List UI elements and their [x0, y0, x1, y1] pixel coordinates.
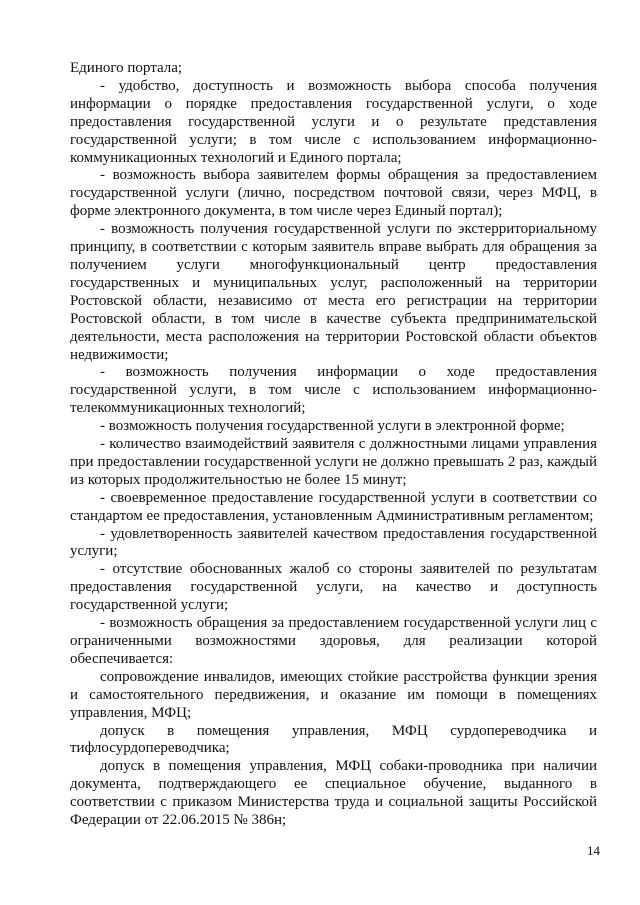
paragraph-sign-language: допуск в помещения управления, МФЦ сурдопереводчика и тифлосурдопереводчика; — [70, 722, 597, 757]
paragraph-interactions: - количество взаимодействий заявителя с должностными лицами управления при предоставлении государственной услуги не должно превышать 2 раз, каждый из которых продолжительностью не более 15 минут; — [70, 436, 597, 488]
paragraph-progress-info: - возможность получения информации о ходе предоставления государственной услуги, в том числе с использованием информационно-телекоммуникационных технологий; — [70, 364, 597, 417]
paragraph-electronic-form: - возможность получения государственной услуги в электронной форме; — [100, 418, 565, 435]
paragraph-extraterritorial: - возможность получения государственной услуги по экстерриториальному принципу, в соответствии с которым заявитель вправе выбрать для обращения за получением услуги многофункциональный центр предоставления государственных и муниципальных услуг, расположенный на территории Ростовской области, независимо от места его регистрации на территории Ростовской области, в том числе в качестве субъекта предпринимательской деятельности, места расположения на территории Ростовской области объектов недвижимости; — [70, 221, 597, 363]
paragraph-portal-end: Единого портала; — [70, 60, 183, 76]
paragraph-escort: сопровождение инвалидов, имеющих стойкие расстройства функции зрения и самостоятельного передвижения, и оказание им помощи в помещениях управления, МФЦ; — [70, 668, 597, 721]
paragraph-guide-dog: допуск в помещения управления, МФЦ собаки-проводника при наличии документа, подтверждающего ее специальное обучение, выданного в соответствии с приказом Министерства труда и социальной защиты Российской Федерации от 22.06.2015 № 386н; — [70, 758, 597, 829]
paragraph-timely-provision: - своевременное предоставление государственной услуги в соответствии со стандартом ее предоставления, установленным Административным регламентом; — [70, 489, 597, 524]
page-number: 14 — [587, 843, 600, 858]
paragraph-convenience: - удобство, доступность и возможность выбора способа получения информации о порядке предоставления государственной услуги, о ходе предоставления государственной услуги и о результате представления государственной услуги; в том числе с использованием информационно-коммуникационных технологий и Единого портала; — [70, 77, 597, 166]
document-body — [70, 60, 597, 830]
paragraph-no-complaints: - отсутствие обоснованных жалоб со стороны заявителей по результатам предоставления государственной услуги, на качество и доступность государственной услуги; — [70, 561, 597, 614]
paragraph-form-choice: - возможность выбора заявителем формы обращения за предоставлением государственной услуги (лично, посредством почтовой связи, через МФЦ, в форме электронного документа, в том числе через Единый портал); — [70, 167, 597, 220]
paragraph-disabled-access: - возможность обращения за предоставлением государственной услуги лиц с ограниченными возможностями здоровья, для реализации которой обеспечивается: — [70, 615, 597, 667]
paragraph-satisfaction: - удовлетворенность заявителей качеством предоставления государственной услуги; — [70, 525, 597, 560]
